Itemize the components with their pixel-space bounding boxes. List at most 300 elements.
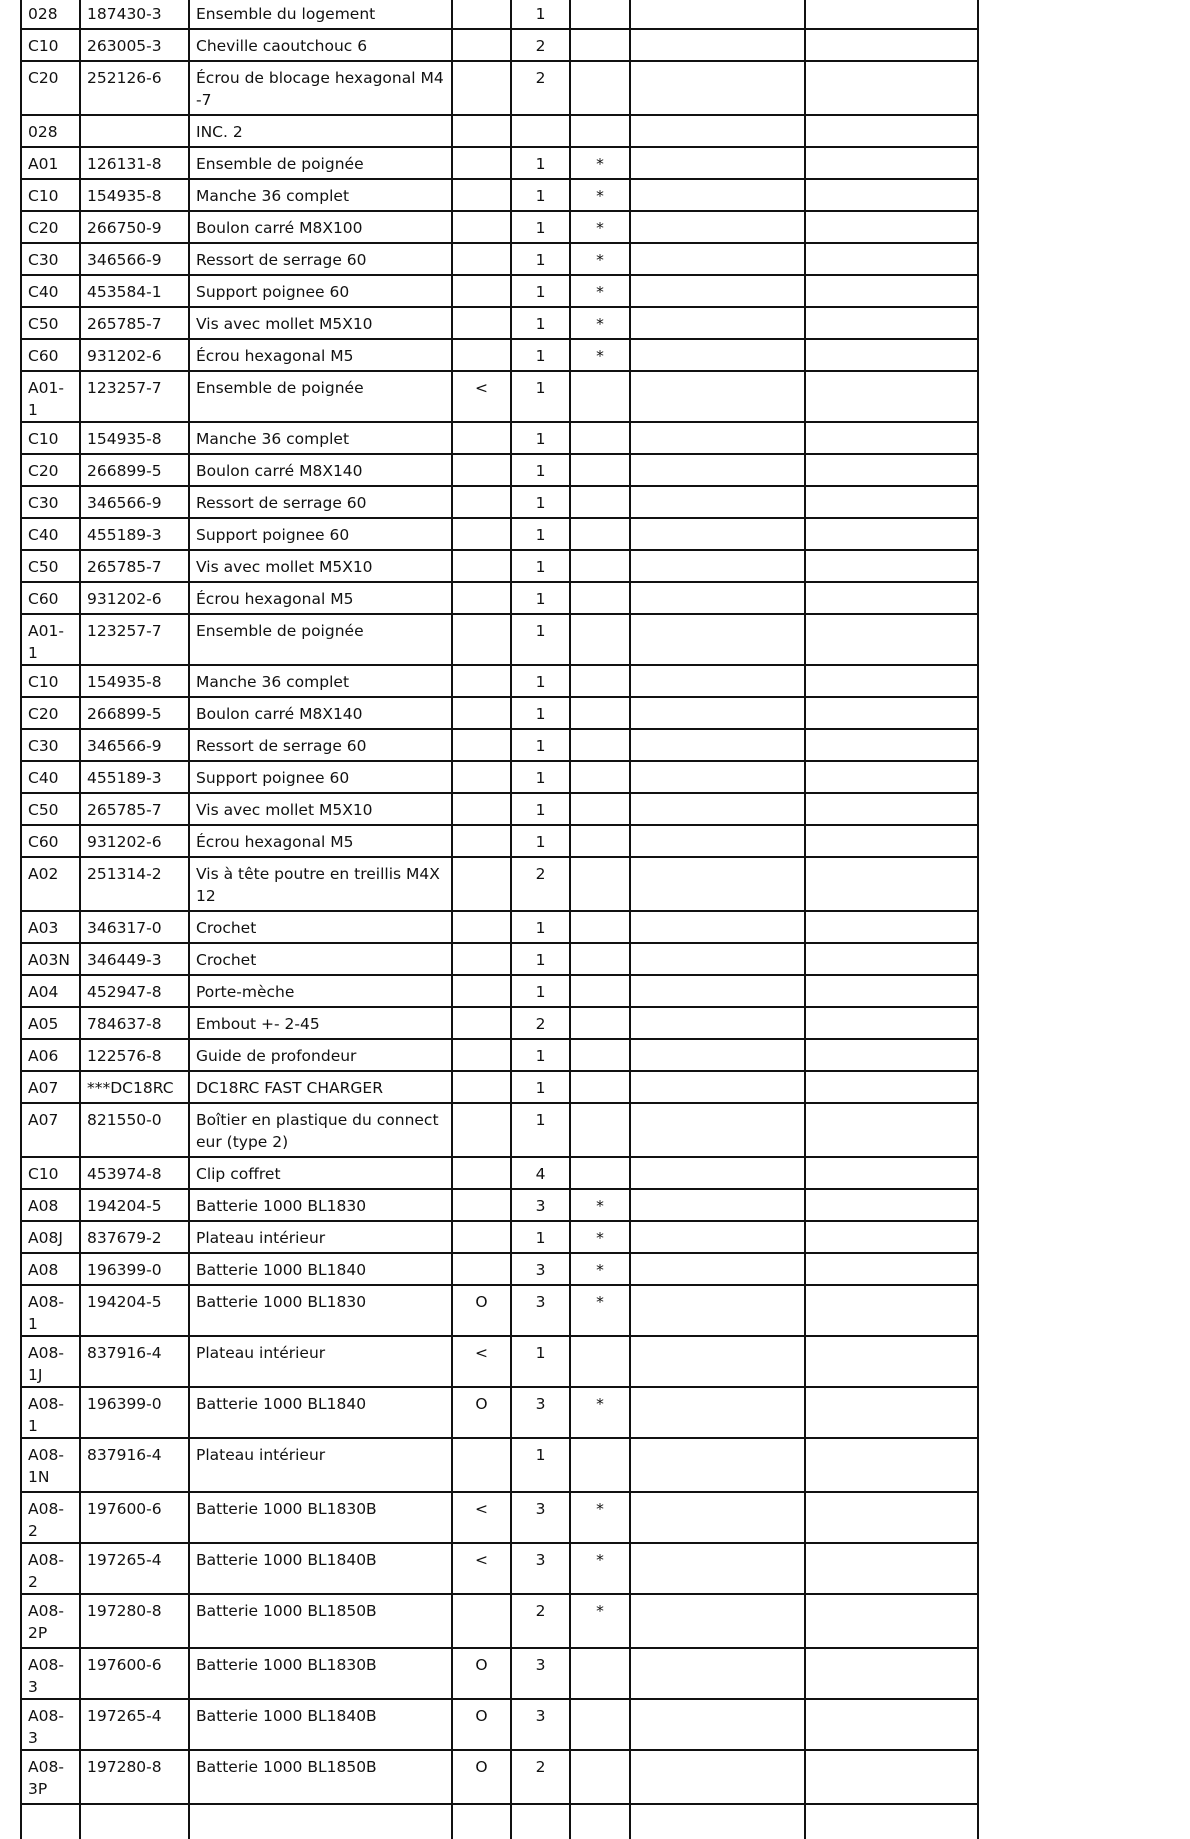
cell-empty <box>805 1039 978 1071</box>
cell-quantity-text: 3 <box>535 1293 546 1311</box>
cell-description-text: Manche 36 complet <box>196 187 350 205</box>
cell-flag <box>452 1221 511 1253</box>
cell-part-number-text: 154935-8 <box>87 430 162 448</box>
cell-position-text: C50 <box>28 801 59 819</box>
cell-quantity-text: 1 <box>535 251 546 269</box>
cell-empty <box>805 0 978 29</box>
table-row <box>21 1253 978 1285</box>
cell-part-number-text: 263005-3 <box>87 37 162 55</box>
cell-empty <box>630 943 805 975</box>
cell-part-number <box>80 1492 189 1543</box>
cell-description <box>189 147 452 179</box>
cell-empty <box>630 1103 805 1157</box>
cell-empty <box>805 1750 978 1804</box>
cell-description <box>189 614 452 665</box>
cell-part-number-text: 194204-5 <box>87 1197 162 1215</box>
cell-position-text: A08-1J <box>28 1344 64 1384</box>
cell-description-text: Batterie 1000 BL1830 <box>196 1293 367 1311</box>
cell-quantity-text: 1 <box>535 1344 546 1362</box>
cell-empty <box>21 1804 80 1839</box>
cell-flag <box>452 697 511 729</box>
cell-description-text: Manche 36 complet <box>196 430 350 448</box>
cell-empty <box>630 243 805 275</box>
cell-description-text: Batterie 1000 BL1850B <box>196 1602 377 1620</box>
cell-position-text: A01-1 <box>28 622 64 662</box>
cell-description-text: DC18RC FAST CHARGER <box>196 1079 383 1097</box>
cell-note <box>570 275 630 307</box>
cell-quantity <box>511 211 570 243</box>
cell-flag <box>452 1071 511 1103</box>
cell-note <box>570 614 630 665</box>
cell-position <box>21 582 80 614</box>
cell-description <box>189 1387 452 1438</box>
cell-flag <box>452 825 511 857</box>
parts-table-body <box>21 0 978 1839</box>
cell-quantity <box>511 1438 570 1492</box>
cell-flag <box>452 486 511 518</box>
cell-empty <box>189 1804 452 1839</box>
cell-quantity <box>511 793 570 825</box>
cell-quantity <box>511 29 570 61</box>
cell-empty <box>805 115 978 147</box>
cell-description-text: Écrou hexagonal M5 <box>196 833 354 851</box>
cell-part-number <box>80 61 189 115</box>
table-row <box>21 1189 978 1221</box>
cell-position-text: A08-1 <box>28 1293 64 1333</box>
cell-part-number-text: 197265-4 <box>87 1707 162 1725</box>
cell-empty <box>511 1804 570 1839</box>
cell-note <box>570 1492 630 1543</box>
cell-flag-text: O <box>475 1656 488 1674</box>
cell-empty <box>805 582 978 614</box>
table-row <box>21 339 978 371</box>
cell-part-number-text: 251314-2 <box>87 865 162 883</box>
cell-note <box>570 518 630 550</box>
cell-quantity <box>511 1387 570 1438</box>
cell-quantity <box>511 243 570 275</box>
cell-description-text: Ressort de serrage 60 <box>196 494 367 512</box>
cell-part-number-text: 455189-3 <box>87 769 162 787</box>
cell-empty <box>805 179 978 211</box>
cell-empty <box>630 61 805 115</box>
cell-quantity-text: 1 <box>535 1079 546 1097</box>
cell-flag <box>452 1007 511 1039</box>
cell-note <box>570 825 630 857</box>
table-row <box>21 793 978 825</box>
cell-description <box>189 1253 452 1285</box>
cell-part-number-text: ***DC18RC <box>87 1079 174 1097</box>
cell-empty <box>805 1543 978 1594</box>
cell-empty <box>805 975 978 1007</box>
cell-empty <box>630 550 805 582</box>
cell-description <box>189 454 452 486</box>
cell-quantity-text: 3 <box>535 1656 546 1674</box>
cell-note <box>570 147 630 179</box>
cell-flag <box>452 793 511 825</box>
cell-part-number <box>80 1039 189 1071</box>
cell-note-text: * <box>596 1551 604 1569</box>
cell-flag <box>452 1594 511 1648</box>
cell-note <box>570 1039 630 1071</box>
cell-position <box>21 550 80 582</box>
cell-part-number <box>80 911 189 943</box>
cell-position-text: C40 <box>28 769 59 787</box>
cell-note-text: * <box>596 1395 604 1413</box>
cell-part-number-text: 197280-8 <box>87 1602 162 1620</box>
cell-part-number <box>80 1189 189 1221</box>
cell-part-number <box>80 179 189 211</box>
cell-description <box>189 911 452 943</box>
cell-note <box>570 1253 630 1285</box>
cell-note <box>570 61 630 115</box>
cell-flag <box>452 1438 511 1492</box>
cell-flag <box>452 911 511 943</box>
cell-quantity-text: 1 <box>535 219 546 237</box>
cell-part-number <box>80 1594 189 1648</box>
cell-position-text: A06 <box>28 1047 59 1065</box>
cell-description-text: Ensemble de poignée <box>196 622 364 640</box>
cell-note <box>570 1594 630 1648</box>
table-row <box>21 857 978 911</box>
cell-flag <box>452 761 511 793</box>
cell-quantity <box>511 911 570 943</box>
cell-empty <box>630 1750 805 1804</box>
cell-quantity <box>511 1648 570 1699</box>
cell-description <box>189 211 452 243</box>
cell-empty <box>805 454 978 486</box>
table-row <box>21 1750 978 1804</box>
cell-note <box>570 550 630 582</box>
cell-position <box>21 729 80 761</box>
cell-quantity <box>511 761 570 793</box>
cell-quantity-text: 1 <box>535 1446 546 1464</box>
cell-position <box>21 1648 80 1699</box>
cell-empty <box>630 1189 805 1221</box>
cell-description-text: Vis avec mollet M5X10 <box>196 558 373 576</box>
cell-part-number-text: 931202-6 <box>87 347 162 365</box>
cell-note <box>570 243 630 275</box>
cell-description-text: Embout +- 2-45 <box>196 1015 320 1033</box>
cell-quantity-text: 1 <box>535 833 546 851</box>
cell-flag <box>452 857 511 911</box>
cell-empty <box>805 1007 978 1039</box>
cell-quantity-text: 1 <box>535 983 546 1001</box>
cell-note <box>570 1071 630 1103</box>
cell-quantity-text: 4 <box>535 1165 546 1183</box>
cell-part-number-text: 197600-6 <box>87 1500 162 1518</box>
cell-quantity <box>511 115 570 147</box>
cell-description <box>189 1543 452 1594</box>
cell-description-text: Batterie 1000 BL1850B <box>196 1758 377 1776</box>
cell-description <box>189 0 452 29</box>
cell-empty <box>570 1804 630 1839</box>
cell-part-number-text: 197600-6 <box>87 1656 162 1674</box>
cell-position-text: A08-2P <box>28 1602 64 1642</box>
cell-empty <box>630 1543 805 1594</box>
cell-position-text: A08 <box>28 1261 59 1279</box>
cell-note <box>570 179 630 211</box>
cell-flag <box>452 179 511 211</box>
cell-empty <box>630 729 805 761</box>
cell-part-number <box>80 147 189 179</box>
cell-position-text: C10 <box>28 1165 59 1183</box>
cell-position-text: A07 <box>28 1079 59 1097</box>
cell-empty <box>80 1804 189 1839</box>
cell-note <box>570 582 630 614</box>
cell-quantity <box>511 975 570 1007</box>
cell-empty <box>452 1804 511 1839</box>
table-row <box>21 761 978 793</box>
cell-empty <box>805 614 978 665</box>
cell-quantity <box>511 1157 570 1189</box>
cell-description <box>189 307 452 339</box>
cell-quantity-text: 1 <box>535 430 546 448</box>
cell-part-number-text: 346449-3 <box>87 951 162 969</box>
cell-position <box>21 371 80 422</box>
cell-position-text: C10 <box>28 37 59 55</box>
cell-flag <box>452 975 511 1007</box>
cell-part-number-text: 266750-9 <box>87 219 162 237</box>
cell-note <box>570 761 630 793</box>
cell-empty <box>805 1594 978 1648</box>
cell-flag <box>452 422 511 454</box>
cell-quantity <box>511 1285 570 1336</box>
cell-note <box>570 0 630 29</box>
cell-part-number-text: 931202-6 <box>87 590 162 608</box>
cell-empty <box>805 1336 978 1387</box>
cell-position-text: C40 <box>28 526 59 544</box>
cell-description <box>189 29 452 61</box>
cell-note-text: * <box>596 1229 604 1247</box>
cell-empty <box>630 422 805 454</box>
cell-part-number <box>80 1285 189 1336</box>
cell-position-text: A08J <box>28 1229 63 1247</box>
cell-note <box>570 371 630 422</box>
table-row <box>21 211 978 243</box>
cell-note <box>570 454 630 486</box>
cell-quantity-text: 1 <box>535 526 546 544</box>
cell-quantity-text: 1 <box>535 283 546 301</box>
cell-note <box>570 857 630 911</box>
cell-quantity <box>511 1336 570 1387</box>
cell-description-text: Ensemble de poignée <box>196 379 364 397</box>
cell-empty <box>805 943 978 975</box>
cell-position-text: C60 <box>28 347 59 365</box>
cell-part-number-text: 265785-7 <box>87 558 162 576</box>
cell-position <box>21 115 80 147</box>
cell-quantity <box>511 582 570 614</box>
cell-part-number-text: 123257-7 <box>87 622 162 640</box>
cell-part-number-text: 197265-4 <box>87 1551 162 1569</box>
cell-description-text: Vis à tête poutre en treillis M4X12 <box>196 865 440 905</box>
cell-part-number-text: 154935-8 <box>87 187 162 205</box>
cell-position-text: A08-2 <box>28 1551 64 1591</box>
table-row <box>21 697 978 729</box>
cell-quantity-text: 3 <box>535 1197 546 1215</box>
cell-empty <box>630 1007 805 1039</box>
cell-note <box>570 1648 630 1699</box>
cell-quantity <box>511 147 570 179</box>
cell-empty <box>805 1071 978 1103</box>
cell-note-text: * <box>596 251 604 269</box>
cell-position <box>21 1007 80 1039</box>
cell-note-text: * <box>596 155 604 173</box>
cell-note <box>570 911 630 943</box>
cell-position-text: A08-3 <box>28 1707 64 1747</box>
table-row <box>21 1039 978 1071</box>
cell-quantity <box>511 825 570 857</box>
cell-empty <box>805 761 978 793</box>
cell-part-number <box>80 1071 189 1103</box>
cell-quantity <box>511 943 570 975</box>
cell-flag <box>452 61 511 115</box>
cell-description-text: Guide de profondeur <box>196 1047 357 1065</box>
cell-position-text: 028 <box>28 123 58 141</box>
cell-position-text: A03 <box>28 919 59 937</box>
cell-description <box>189 697 452 729</box>
cell-part-number <box>80 729 189 761</box>
cell-quantity <box>511 518 570 550</box>
cell-quantity <box>511 1594 570 1648</box>
cell-quantity-text: 1 <box>535 769 546 787</box>
cell-quantity-text: 2 <box>535 37 546 55</box>
cell-quantity-text: 1 <box>535 347 546 365</box>
cell-flag <box>452 582 511 614</box>
cell-flag <box>452 1157 511 1189</box>
cell-position-text: A08-3P <box>28 1758 64 1798</box>
cell-position-text: A03N <box>28 951 70 969</box>
cell-description-text: Batterie 1000 BL1840 <box>196 1395 367 1413</box>
cell-flag <box>452 1103 511 1157</box>
cell-empty <box>630 0 805 29</box>
cell-part-number-text: 452947-8 <box>87 983 162 1001</box>
cell-empty <box>630 275 805 307</box>
cell-flag <box>452 275 511 307</box>
cell-description <box>189 61 452 115</box>
cell-quantity-text: 1 <box>535 622 546 640</box>
cell-note <box>570 975 630 1007</box>
cell-part-number <box>80 1336 189 1387</box>
cell-description <box>189 422 452 454</box>
cell-flag <box>452 371 511 422</box>
cell-quantity <box>511 729 570 761</box>
cell-position-text: C30 <box>28 737 59 755</box>
cell-description-text: Écrou hexagonal M5 <box>196 347 354 365</box>
table-row <box>21 1221 978 1253</box>
cell-position-text: C20 <box>28 705 59 723</box>
cell-part-number-text: 346566-9 <box>87 737 162 755</box>
cell-empty <box>805 1438 978 1492</box>
cell-quantity <box>511 665 570 697</box>
cell-position <box>21 454 80 486</box>
cell-description-text: Porte-mèche <box>196 983 295 1001</box>
cell-flag <box>452 1387 511 1438</box>
cell-part-number <box>80 422 189 454</box>
cell-note-text: * <box>596 1500 604 1518</box>
cell-part-number-text: 196399-0 <box>87 1261 162 1279</box>
cell-part-number-text: 821550-0 <box>87 1111 162 1129</box>
cell-quantity <box>511 1039 570 1071</box>
cell-part-number <box>80 825 189 857</box>
cell-description <box>189 1071 452 1103</box>
cell-part-number-text: 194204-5 <box>87 1293 162 1311</box>
cell-position <box>21 1253 80 1285</box>
cell-quantity-text: 2 <box>535 69 546 87</box>
cell-description <box>189 1189 452 1221</box>
cell-empty <box>805 857 978 911</box>
cell-position <box>21 1594 80 1648</box>
cell-part-number <box>80 243 189 275</box>
cell-position <box>21 307 80 339</box>
cell-note <box>570 665 630 697</box>
cell-quantity-text: 1 <box>535 494 546 512</box>
cell-part-number <box>80 793 189 825</box>
cell-quantity-text: 3 <box>535 1395 546 1413</box>
cell-note <box>570 943 630 975</box>
cell-empty <box>630 857 805 911</box>
cell-position <box>21 518 80 550</box>
cell-note <box>570 307 630 339</box>
cell-flag <box>452 243 511 275</box>
cell-position-text: C20 <box>28 69 59 87</box>
table-row <box>21 729 978 761</box>
cell-position-text: C40 <box>28 283 59 301</box>
cell-quantity <box>511 1253 570 1285</box>
parts-table <box>20 0 979 1839</box>
cell-part-number <box>80 454 189 486</box>
cell-empty <box>805 1699 978 1750</box>
cell-position <box>21 1492 80 1543</box>
cell-description-text: Ressort de serrage 60 <box>196 251 367 269</box>
cell-description <box>189 665 452 697</box>
cell-quantity-text: 1 <box>535 379 546 397</box>
cell-description <box>189 1336 452 1387</box>
cell-empty <box>805 518 978 550</box>
cell-empty <box>805 1253 978 1285</box>
cell-empty <box>630 1039 805 1071</box>
cell-position <box>21 29 80 61</box>
cell-quantity <box>511 1699 570 1750</box>
cell-part-number <box>80 1750 189 1804</box>
table-row <box>21 518 978 550</box>
cell-empty <box>805 1221 978 1253</box>
cell-note <box>570 1103 630 1157</box>
cell-description <box>189 1157 452 1189</box>
table-row <box>21 1007 978 1039</box>
table-row <box>21 975 978 1007</box>
cell-part-number-text: 837679-2 <box>87 1229 162 1247</box>
cell-quantity-text: 3 <box>535 1707 546 1725</box>
table-row <box>21 582 978 614</box>
cell-empty <box>630 29 805 61</box>
cell-quantity-text: 2 <box>535 1602 546 1620</box>
cell-position <box>21 697 80 729</box>
cell-position-text: A05 <box>28 1015 59 1033</box>
cell-note-text: * <box>596 1602 604 1620</box>
table-row <box>21 911 978 943</box>
cell-part-number <box>80 115 189 147</box>
cell-flag <box>452 147 511 179</box>
cell-position <box>21 179 80 211</box>
cell-quantity-text: 2 <box>535 1015 546 1033</box>
cell-quantity <box>511 61 570 115</box>
cell-quantity-text: 1 <box>535 1047 546 1065</box>
cell-description-text: Batterie 1000 BL1840 <box>196 1261 367 1279</box>
cell-quantity <box>511 614 570 665</box>
cell-quantity <box>511 697 570 729</box>
cell-note <box>570 339 630 371</box>
cell-description-text: INC. 2 <box>196 123 243 141</box>
